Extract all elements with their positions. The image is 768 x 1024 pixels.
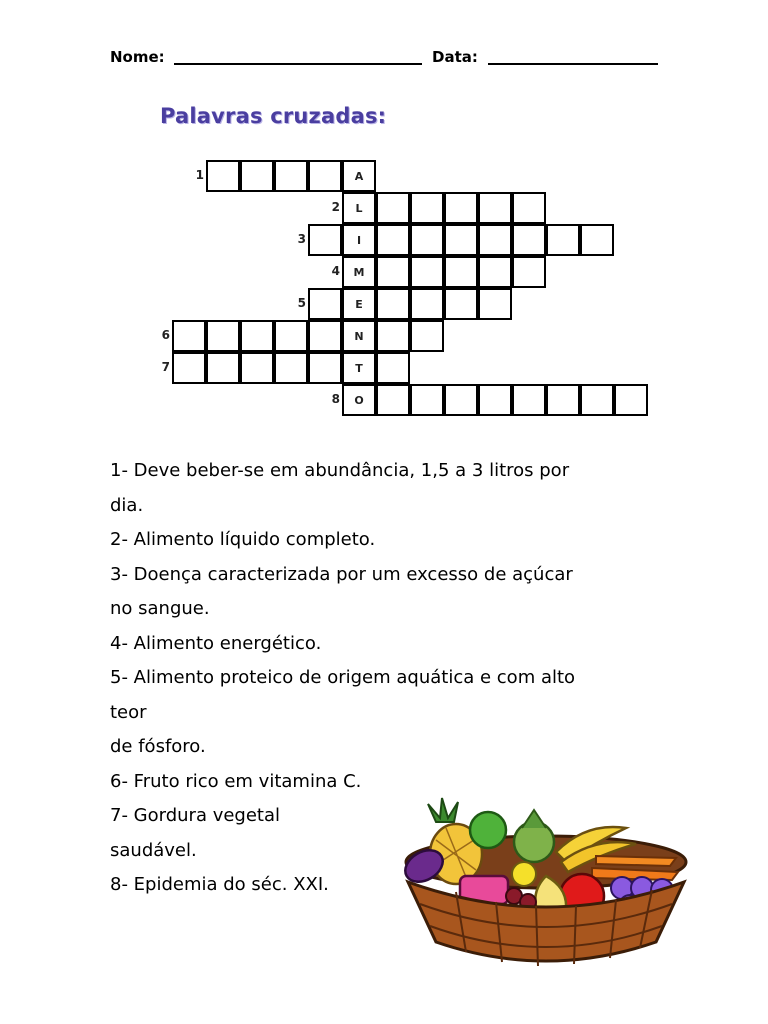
answer-cell[interactable]: [444, 256, 478, 288]
answer-cell[interactable]: [308, 288, 342, 320]
row-number: 7: [161, 360, 170, 374]
row-number: 4: [331, 264, 340, 278]
answer-cell[interactable]: [410, 224, 444, 256]
answer-cell[interactable]: [308, 320, 342, 352]
answer-cell[interactable]: [240, 352, 274, 384]
row-number: 2: [331, 200, 340, 214]
answer-cell[interactable]: [546, 224, 580, 256]
clue-line: no sangue.: [110, 598, 210, 619]
answer-cell[interactable]: [376, 384, 410, 416]
answer-cell[interactable]: [376, 224, 410, 256]
keyword-cell[interactable]: I: [342, 224, 376, 256]
name-field[interactable]: [174, 63, 422, 65]
answer-cell[interactable]: [410, 256, 444, 288]
clue-line: 8- Epidemia do séc. XXI.: [110, 874, 329, 895]
clue-line: 7- Gordura vegetal: [110, 805, 281, 826]
clue-line: dia.: [110, 494, 144, 516]
page-title: Palavras cruzadas:: [160, 104, 387, 128]
clue-line: teor: [110, 701, 147, 723]
answer-cell[interactable]: [478, 224, 512, 256]
answer-cell[interactable]: [274, 352, 308, 384]
answer-cell[interactable]: [410, 192, 444, 224]
fruit-basket-icon: [396, 792, 696, 972]
answer-cell[interactable]: [478, 192, 512, 224]
answer-cell[interactable]: [376, 288, 410, 320]
answer-cell[interactable]: [308, 352, 342, 384]
answer-cell[interactable]: [376, 256, 410, 288]
answer-cell[interactable]: [546, 384, 580, 416]
answer-cell[interactable]: [308, 224, 342, 256]
answer-cell[interactable]: [614, 384, 648, 416]
answer-cell[interactable]: [172, 320, 206, 352]
keyword-cell[interactable]: N: [342, 320, 376, 352]
row-number: 6: [161, 328, 170, 342]
answer-cell[interactable]: [444, 384, 478, 416]
answer-cell[interactable]: [580, 224, 614, 256]
answer-cell[interactable]: [512, 224, 546, 256]
answer-cell[interactable]: [308, 160, 342, 192]
crossword-grid: [150, 150, 630, 420]
answer-cell[interactable]: [376, 352, 410, 384]
keyword-cell[interactable]: L: [342, 192, 376, 224]
row-number: 1: [195, 168, 204, 182]
row-number: 3: [297, 232, 306, 246]
answer-cell[interactable]: [444, 192, 478, 224]
answer-cell[interactable]: [206, 160, 240, 192]
answer-cell[interactable]: [410, 320, 444, 352]
row-number: 5: [297, 296, 306, 310]
keyword-cell[interactable]: M: [342, 256, 376, 288]
answer-cell[interactable]: [410, 384, 444, 416]
date-label: Data:: [432, 48, 478, 66]
row-number: 8: [331, 392, 340, 406]
clue-line: 1- Deve beber-se em abundância, 1,5 a 3 litros por: [110, 460, 570, 481]
answer-cell[interactable]: [444, 288, 478, 320]
header: [110, 44, 670, 70]
date-field[interactable]: [488, 63, 658, 65]
answer-cell[interactable]: [410, 288, 444, 320]
clue-line: 5- Alimento proteico de origem aquática e com alto: [110, 667, 576, 688]
answer-cell[interactable]: [478, 288, 512, 320]
clue-line: saudável.: [110, 839, 197, 861]
answer-cell[interactable]: [512, 256, 546, 288]
answer-cell[interactable]: [478, 256, 512, 288]
answer-cell[interactable]: [240, 320, 274, 352]
answer-cell[interactable]: [274, 320, 308, 352]
answer-cell[interactable]: [206, 320, 240, 352]
keyword-cell[interactable]: A: [342, 160, 376, 192]
answer-cell[interactable]: [240, 160, 274, 192]
answer-cell[interactable]: [376, 192, 410, 224]
name-label: Nome:: [110, 48, 165, 66]
clue-line: de fósforo.: [110, 736, 206, 757]
answer-cell[interactable]: [444, 224, 478, 256]
answer-cell[interactable]: [376, 320, 410, 352]
clue-line: 6- Fruto rico em vitamina C.: [110, 770, 362, 792]
answer-cell[interactable]: [206, 352, 240, 384]
answer-cell[interactable]: [512, 384, 546, 416]
answer-cell[interactable]: [274, 160, 308, 192]
answer-cell[interactable]: [172, 352, 206, 384]
keyword-cell[interactable]: E: [342, 288, 376, 320]
answer-cell[interactable]: [512, 192, 546, 224]
answer-cell[interactable]: [478, 384, 512, 416]
keyword-cell[interactable]: T: [342, 352, 376, 384]
keyword-cell[interactable]: O: [342, 384, 376, 416]
answer-cell[interactable]: [580, 384, 614, 416]
clue-line: 4- Alimento energético.: [110, 632, 322, 654]
clue-line: 2- Alimento líquido completo.: [110, 529, 376, 550]
clue-line: 3- Doença caracterizada por um excesso de açúcar: [110, 563, 573, 585]
